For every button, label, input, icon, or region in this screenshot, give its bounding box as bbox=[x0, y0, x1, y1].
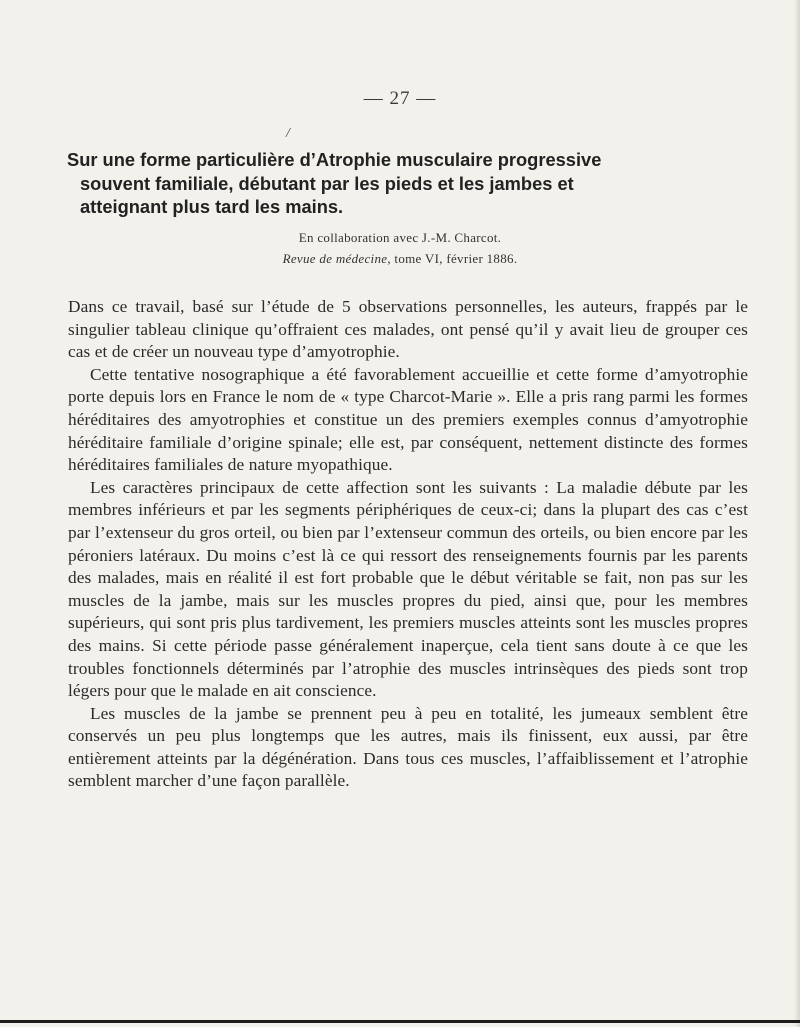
page-edge-shadow bbox=[794, 0, 800, 1027]
collaboration-note: En collaboration avec J.-M. Charcot. bbox=[298, 230, 502, 245]
margin-mark: / bbox=[286, 126, 290, 141]
title-line-3: atteignant plus tard les mains. bbox=[80, 196, 344, 217]
article-body bbox=[68, 296, 748, 793]
article-title bbox=[67, 148, 749, 219]
bottom-edge-line bbox=[0, 1020, 800, 1023]
paragraph-1: Dans ce travail, basé sur l’étude de 5 observations personnelles, les auteurs, frappés par le singulier tableau clinique qu’offraient ces malades, ont pensé qu’il y avait lieu de grouper ces cas et de créer un nouveau type d’amyotrophie. bbox=[68, 297, 748, 362]
title-line-1: Sur une forme particulière d’Atrophie musculaire progressive bbox=[67, 149, 602, 170]
page-number: — 27 — bbox=[363, 88, 437, 109]
source-details: , tome VI, février 1886. bbox=[387, 251, 518, 266]
paragraph-4: Les muscles de la jambe se prennent peu à peu en totalité, les jumeaux semblent être conservés un peu plus longtemps que les autres, mais ils finissent, eux aussi, par être entièrement atteints par la dégénération. Dans tous ces muscles, l’affaiblissement et l’atrophie semblent marcher d’une façon parallèle. bbox=[68, 703, 748, 791]
journal-name: Revue de médecine bbox=[282, 251, 388, 266]
title-line-2: souvent familiale, débutant par les pieds et les jambes et bbox=[80, 172, 574, 194]
source-reference bbox=[0, 251, 800, 267]
paragraph-3: Les caractères principaux de cette affection sont les suivants : La maladie débute par les membres inférieurs et par les segments périphériques de ceux-ci; dans la plupart des cas c’est par l’extenseur du gros orteil, ou bien par l’extenseur commun des orteils, ou bien encore par les péroniers latéraux. Du moins c’est là ce qui ressort des renseignements fournis par les parents des malades, mais en réalité il est fort probable que le début véritable se fait, non pas sur les muscles de la jambe, mais sur les muscles propres du pied, ainsi que, pour les membres supérieurs, qui sont pris plus tardivement, les premiers muscles atteints sont les muscles propres des mains. Si cette période passe généralement inaperçue, cela tient sans doute à ce que les troubles fonctionnels déterminés par l’atrophie des muscles intrinsèques des pieds sont trop légers pour que le malade en ait conscience. bbox=[68, 477, 748, 701]
paragraph-2: Cette tentative nosographique a été favorablement accueillie et cette forme d’amyotrophie porte depuis lors en France le nom de « type Charcot-Marie ». Elle a pris rang parmi les formes héréditaires des amyotrophies et constitue un des premiers exemples connus d’amyotrophie héréditaire familiale d’origine spinale; elle est, par conséquent, nettement distincte des formes héréditaires familiales de nature myopathique. bbox=[68, 364, 748, 475]
